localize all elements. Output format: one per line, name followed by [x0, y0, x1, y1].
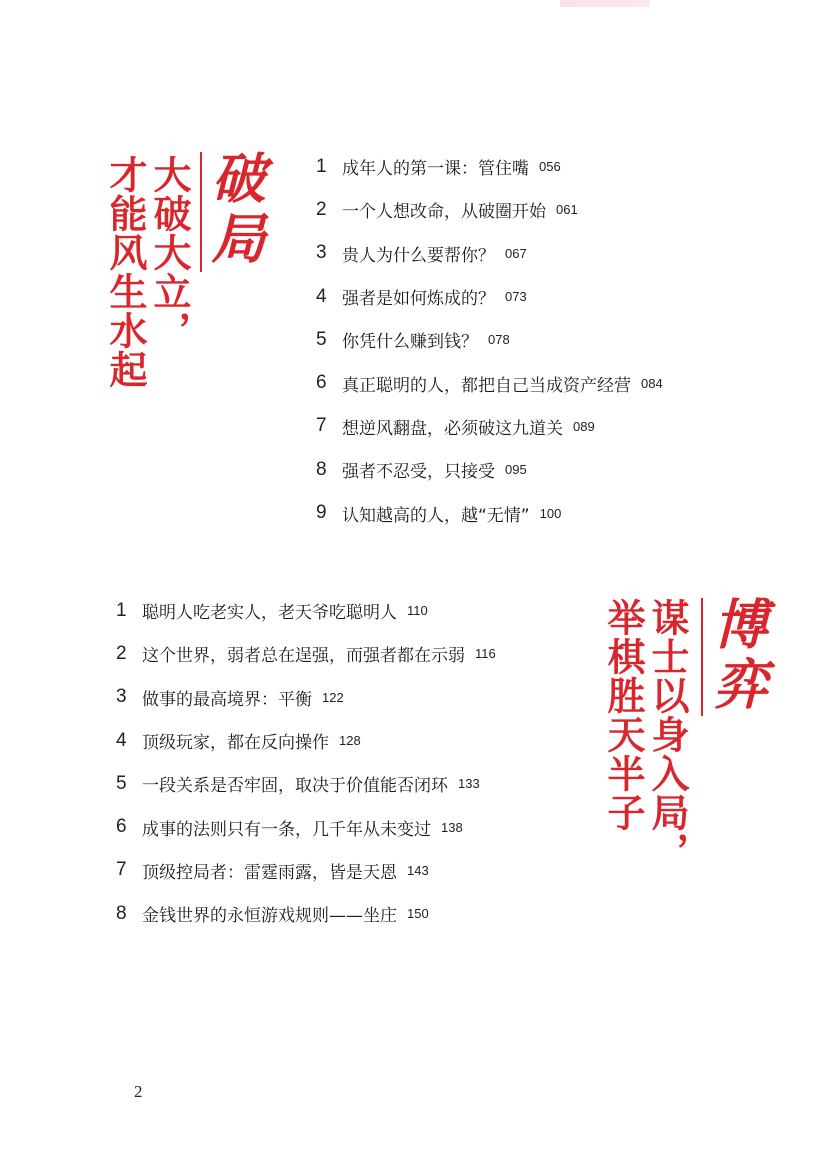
section1-divider: [200, 152, 202, 272]
section1-heading: 破局: [203, 150, 267, 270]
toc-item[interactable]: [316, 491, 663, 534]
toc-item[interactable]: [116, 892, 496, 935]
toc-item-number: 9: [316, 502, 327, 524]
toc-item-page: 116: [475, 646, 496, 662]
toc-item-number: 5: [116, 772, 127, 794]
toc-item-title: 贵人为什么要帮你？: [342, 245, 495, 266]
toc-item[interactable]: [316, 145, 663, 188]
toc-item-title: 聪明人吃老实人，老天爷吃聪明人: [142, 603, 397, 624]
toc-item-title: 顶级控局者：雷霆雨露，皆是天恩: [142, 862, 397, 883]
toc-item-title: 顶级玩家，都在反向操作: [142, 733, 329, 754]
toc-item-page: 056: [539, 159, 561, 175]
toc-item-page: 150: [407, 906, 429, 922]
toc-item-title: 成年人的第一课：管住嘴: [342, 159, 529, 180]
section2-subtitle-right: 谋士以身入局，: [645, 598, 690, 871]
toc-item-page: 100: [539, 505, 562, 521]
toc-item[interactable]: [116, 632, 496, 675]
toc-item-page: 061: [556, 202, 578, 218]
section1-subtitle-right: 大破大立，: [147, 155, 192, 350]
toc-item-number: 8: [316, 458, 327, 480]
toc-item-page: 143: [407, 862, 429, 878]
toc-item[interactable]: [316, 188, 663, 231]
toc-item-title: 一段关系是否牢固，取决于价值能否闭环: [142, 776, 448, 797]
toc-item-number: 3: [116, 686, 127, 708]
toc-item-number: 3: [316, 242, 327, 264]
toc-item-number: 1: [316, 155, 327, 177]
toc-item-title: 强者不忍受，只接受: [342, 462, 495, 483]
toc-item-number: 7: [116, 859, 127, 881]
toc-item-number: 5: [316, 328, 327, 350]
toc-item-title: 成事的法则只有一条，几千年从未变过: [142, 819, 431, 840]
toc-item-title: 做事的最高境界：平衡: [142, 689, 312, 710]
toc-item-title: 你凭什么赚到钱？: [342, 332, 478, 353]
toc-item[interactable]: [316, 275, 663, 318]
section2-toc-list: [116, 589, 496, 935]
toc-item-number: 4: [316, 285, 327, 307]
toc-item-title: 真正聪明的人，都把自己当成资产经营: [342, 375, 631, 396]
toc-item-title: 想逆风翻盘，必须破这九道关: [342, 418, 563, 439]
toc-item-page: 095: [505, 462, 527, 478]
toc-item[interactable]: [316, 448, 663, 491]
toc-item-page: 084: [641, 375, 663, 391]
toc-item[interactable]: [116, 676, 496, 719]
toc-item-page: 073: [505, 289, 527, 305]
toc-item-title: 一个人想改命，从破圈开始: [342, 202, 546, 223]
toc-item-page: 122: [322, 689, 344, 705]
section1-toc-list: [316, 145, 663, 535]
page-number: 2: [134, 1082, 143, 1101]
section1-subtitle-left: 才能风生水起: [103, 155, 148, 389]
toc-item-number: 8: [116, 902, 127, 924]
toc-item-page: 138: [441, 819, 463, 835]
toc-item-page: 128: [339, 733, 361, 749]
toc-item-page: 067: [505, 245, 527, 261]
toc-item-page: 110: [407, 603, 428, 619]
toc-item-number: 7: [316, 415, 327, 437]
toc-item-page: 089: [573, 418, 595, 434]
toc-item-number: 6: [116, 816, 127, 838]
toc-item-page: 078: [488, 332, 510, 348]
toc-item[interactable]: [116, 762, 496, 805]
toc-item-title: 认知越高的人，越“无情”: [342, 505, 530, 526]
toc-item[interactable]: [116, 849, 496, 892]
toc-item-number: 1: [116, 599, 127, 621]
toc-item-number: 6: [316, 372, 327, 394]
toc-item-title: 强者是如何炼成的？: [342, 289, 495, 310]
toc-item-title: 金钱世界的永恒游戏规则——坐庄: [142, 906, 397, 927]
section2-divider: [701, 598, 703, 716]
toc-item[interactable]: [316, 318, 663, 361]
toc-item-number: 2: [316, 198, 327, 220]
toc-item-page: 133: [458, 776, 480, 792]
toc-item[interactable]: [116, 589, 496, 632]
toc-item[interactable]: [116, 805, 496, 848]
section2-subtitle-left: 举棋胜天半子: [601, 598, 646, 832]
top-edge-mark: [560, 0, 650, 7]
toc-item-title: 这个世界，弱者总在逞强，而强者都在示弱: [142, 646, 465, 667]
toc-item[interactable]: [316, 232, 663, 275]
section2-heading: 博弈: [705, 596, 769, 716]
toc-item-number: 4: [116, 729, 127, 751]
toc-item[interactable]: [316, 405, 663, 448]
toc-item-number: 2: [116, 642, 127, 664]
toc-item[interactable]: [316, 361, 663, 404]
toc-item[interactable]: [116, 719, 496, 762]
